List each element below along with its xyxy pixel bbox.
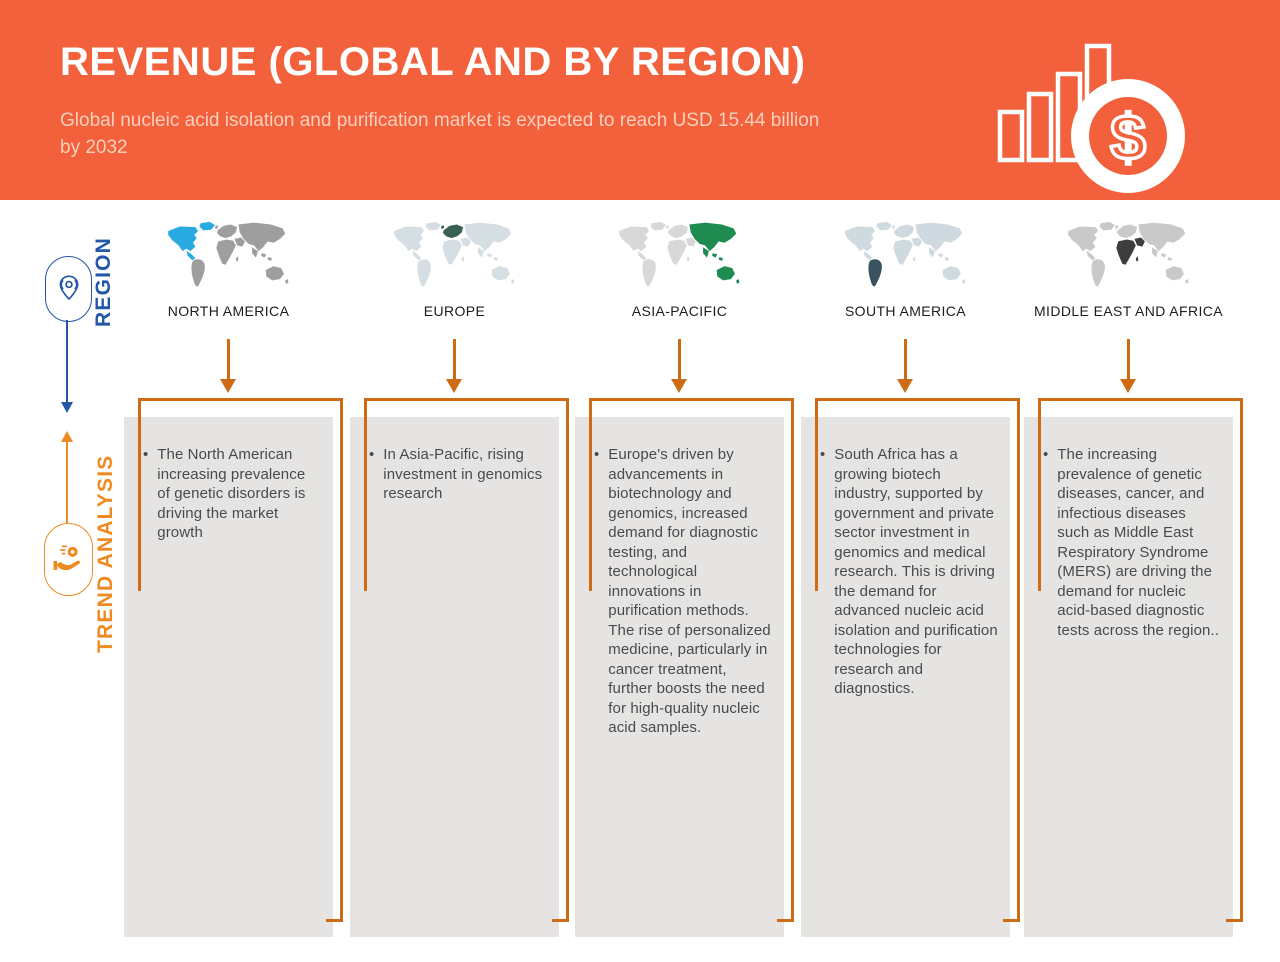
map-slot bbox=[163, 219, 293, 297]
trend-box bbox=[124, 417, 333, 937]
trend-text: In Asia-Pacific, rising investment in genomics research bbox=[383, 446, 543, 502]
down-arrow-icon bbox=[897, 339, 913, 393]
location-pin-icon bbox=[49, 269, 89, 309]
header-banner bbox=[0, 0, 1280, 200]
down-arrow-icon bbox=[220, 339, 236, 393]
region-label: EUROPE bbox=[423, 303, 486, 319]
world-map bbox=[163, 219, 293, 297]
trend-box bbox=[350, 417, 559, 937]
trend-text: The increasing prevalence of genetic diseases, cancer, and infectious diseases such as Middle East Respiratory Syndrome (MERS) are driving the demand for nucleic acid-based diagnostic tests across the region.. bbox=[1057, 446, 1220, 639]
svg-text:$: $ bbox=[1110, 101, 1146, 173]
region-label: MIDDLE EAST AND AFRICA bbox=[1033, 303, 1224, 319]
column-middle-east-and-africa bbox=[1024, 215, 1246, 962]
down-arrow-icon bbox=[446, 339, 462, 393]
bullet: • bbox=[594, 446, 600, 463]
region-down-arrow-icon bbox=[61, 320, 73, 413]
trend-box bbox=[1024, 417, 1233, 937]
hand-coin-icon bbox=[49, 540, 89, 580]
page-title: REVENUE (GLOBAL AND BY REGION) bbox=[60, 40, 806, 84]
trend-pill bbox=[44, 523, 93, 596]
page-subtitle: Global nucleic acid isolation and purification market is expected to reach USD 15.44 billion by 2032 bbox=[60, 110, 820, 158]
map-slot bbox=[840, 219, 970, 297]
world-map bbox=[389, 219, 519, 297]
map-slot bbox=[614, 219, 744, 297]
trend-analysis-axis-label: TREND ANALYSIS bbox=[94, 454, 117, 654]
column-north-america bbox=[124, 215, 346, 962]
bullet: • bbox=[369, 446, 375, 463]
map-slot bbox=[389, 219, 519, 297]
world-map bbox=[1063, 219, 1193, 297]
trend-text: Europe's driven by advancements in biotechnology and genomics, increased demand for diagnostic testing, and technological innovations in purification methods. The rise of personalized medicine, particularly in cancer treatment, further boosts the need for high-quality nucleic acid samples. bbox=[608, 446, 771, 736]
bullet: • bbox=[143, 446, 149, 463]
revenue-growth-icon bbox=[996, 20, 1196, 198]
region-axis-label: REGION bbox=[92, 236, 115, 328]
bullet: • bbox=[820, 446, 826, 463]
trend-text: South Africa has a growing biotech industry, supported by government and private sector investment in genomics and medical research. This is driving the demand for advanced nucleic acid isolation and purification technologies for research and diagnostics. bbox=[834, 446, 998, 697]
region-label: ASIA-PACIFIC bbox=[631, 303, 728, 319]
trend-text: The North American increasing prevalence of genetic disorders is driving the market growth bbox=[157, 446, 306, 541]
trend-box bbox=[575, 417, 784, 937]
trend-up-arrow-icon bbox=[61, 431, 73, 523]
down-arrow-icon bbox=[1120, 339, 1136, 393]
region-label: NORTH AMERICA bbox=[167, 303, 290, 319]
down-arrow-icon bbox=[671, 339, 687, 393]
world-map bbox=[614, 219, 744, 297]
dollar-coin-icon bbox=[1071, 79, 1185, 193]
bullet: • bbox=[1043, 446, 1049, 463]
region-pill bbox=[45, 256, 92, 322]
map-slot bbox=[1063, 219, 1193, 297]
column-south-america bbox=[801, 215, 1023, 962]
column-europe bbox=[350, 215, 572, 962]
trend-box bbox=[801, 417, 1010, 937]
column-asia-pacific bbox=[575, 215, 797, 962]
region-label: SOUTH AMERICA bbox=[844, 303, 967, 319]
world-map bbox=[840, 219, 970, 297]
